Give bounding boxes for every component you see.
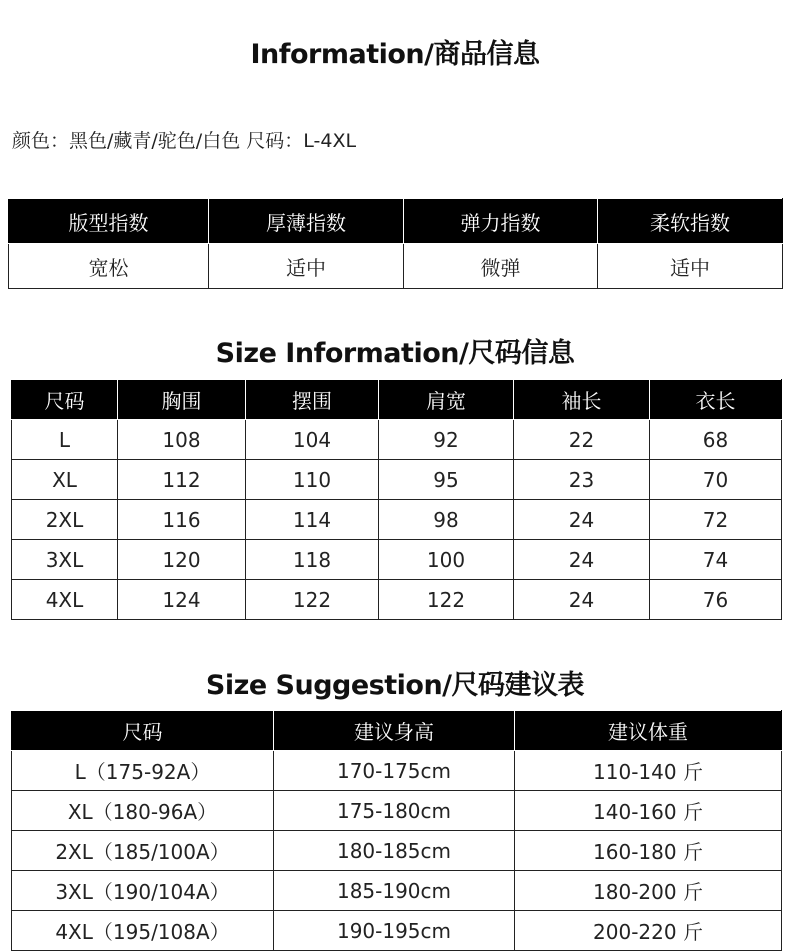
table-cell: XL（180-96A） bbox=[12, 791, 274, 831]
index-value-row bbox=[9, 244, 783, 289]
table-cell: 116 bbox=[118, 500, 246, 540]
suggest-header-row bbox=[12, 711, 782, 751]
table-cell: 124 bbox=[118, 580, 246, 620]
header-weight: 建议体重 bbox=[515, 711, 782, 751]
color-size-line: 颜色：黑色/藏青/驼色/白色 尺码：L-4XL bbox=[12, 130, 357, 152]
header-hem: 摆围 bbox=[246, 380, 379, 420]
table-cell: 110-140 斤 bbox=[515, 751, 782, 791]
value-elasticity: 微弹 bbox=[404, 244, 598, 289]
value-thickness: 适中 bbox=[209, 244, 404, 289]
table-row bbox=[12, 500, 782, 540]
header-thickness: 厚薄指数 bbox=[209, 199, 404, 244]
table-cell: 120 bbox=[118, 540, 246, 580]
header-elasticity: 弹力指数 bbox=[404, 199, 598, 244]
table-cell: 24 bbox=[514, 580, 650, 620]
table-cell: 72 bbox=[650, 500, 782, 540]
table-row bbox=[12, 911, 782, 951]
table-cell: 24 bbox=[514, 500, 650, 540]
table-cell: 104 bbox=[246, 420, 379, 460]
table-cell: 108 bbox=[118, 420, 246, 460]
header-chest: 胸围 bbox=[118, 380, 246, 420]
table-cell: 98 bbox=[379, 500, 514, 540]
table-cell: 4XL bbox=[12, 580, 118, 620]
table-row bbox=[12, 420, 782, 460]
header-size: 尺码 bbox=[12, 380, 118, 420]
index-table bbox=[8, 198, 783, 289]
section-title-information: Information/商品信息 bbox=[250, 39, 540, 70]
table-cell: 4XL（195/108A） bbox=[12, 911, 274, 951]
table-row bbox=[12, 540, 782, 580]
table-cell: 200-220 斤 bbox=[515, 911, 782, 951]
table-cell: L bbox=[12, 420, 118, 460]
value-fit: 宽松 bbox=[9, 244, 209, 289]
table-cell: 24 bbox=[514, 540, 650, 580]
table-cell: 100 bbox=[379, 540, 514, 580]
table-cell: 3XL（190/104A） bbox=[12, 871, 274, 911]
table-cell: 122 bbox=[246, 580, 379, 620]
table-cell: 110 bbox=[246, 460, 379, 500]
table-row bbox=[12, 460, 782, 500]
table-cell: 95 bbox=[379, 460, 514, 500]
table-cell: 185-190cm bbox=[274, 871, 515, 911]
table-cell: 2XL bbox=[12, 500, 118, 540]
size-table bbox=[11, 379, 782, 620]
table-cell: 74 bbox=[650, 540, 782, 580]
section-title-size-suggestion: Size Suggestion/尺码建议表 bbox=[205, 670, 585, 701]
table-cell: 180-185cm bbox=[274, 831, 515, 871]
suggest-table bbox=[11, 710, 782, 951]
table-cell: 23 bbox=[514, 460, 650, 500]
table-cell: 114 bbox=[246, 500, 379, 540]
index-header-row bbox=[9, 199, 783, 244]
table-row bbox=[12, 871, 782, 911]
header-shoulder: 肩宽 bbox=[379, 380, 514, 420]
table-cell: 118 bbox=[246, 540, 379, 580]
section-title-size-information: Size Information/尺码信息 bbox=[215, 338, 575, 369]
table-cell: 140-160 斤 bbox=[515, 791, 782, 831]
table-cell: 70 bbox=[650, 460, 782, 500]
table-row bbox=[12, 751, 782, 791]
table-cell: 160-180 斤 bbox=[515, 831, 782, 871]
header-softness: 柔软指数 bbox=[598, 199, 783, 244]
header-length: 衣长 bbox=[650, 380, 782, 420]
table-row bbox=[12, 791, 782, 831]
table-cell: 3XL bbox=[12, 540, 118, 580]
table-cell: 68 bbox=[650, 420, 782, 460]
table-cell: 122 bbox=[379, 580, 514, 620]
header-height: 建议身高 bbox=[274, 711, 515, 751]
table-cell: 2XL（185/100A） bbox=[12, 831, 274, 871]
header-fit: 版型指数 bbox=[9, 199, 209, 244]
table-cell: 22 bbox=[514, 420, 650, 460]
table-cell: 175-180cm bbox=[274, 791, 515, 831]
table-cell: 190-195cm bbox=[274, 911, 515, 951]
table-row bbox=[12, 580, 782, 620]
table-cell: 76 bbox=[650, 580, 782, 620]
header-sleeve: 袖长 bbox=[514, 380, 650, 420]
size-header-row bbox=[12, 380, 782, 420]
table-cell: L（175-92A） bbox=[12, 751, 274, 791]
table-cell: 170-175cm bbox=[274, 751, 515, 791]
table-cell: 112 bbox=[118, 460, 246, 500]
table-cell: XL bbox=[12, 460, 118, 500]
header-size: 尺码 bbox=[12, 711, 274, 751]
table-row bbox=[12, 831, 782, 871]
table-cell: 180-200 斤 bbox=[515, 871, 782, 911]
table-cell: 92 bbox=[379, 420, 514, 460]
value-softness: 适中 bbox=[598, 244, 783, 289]
